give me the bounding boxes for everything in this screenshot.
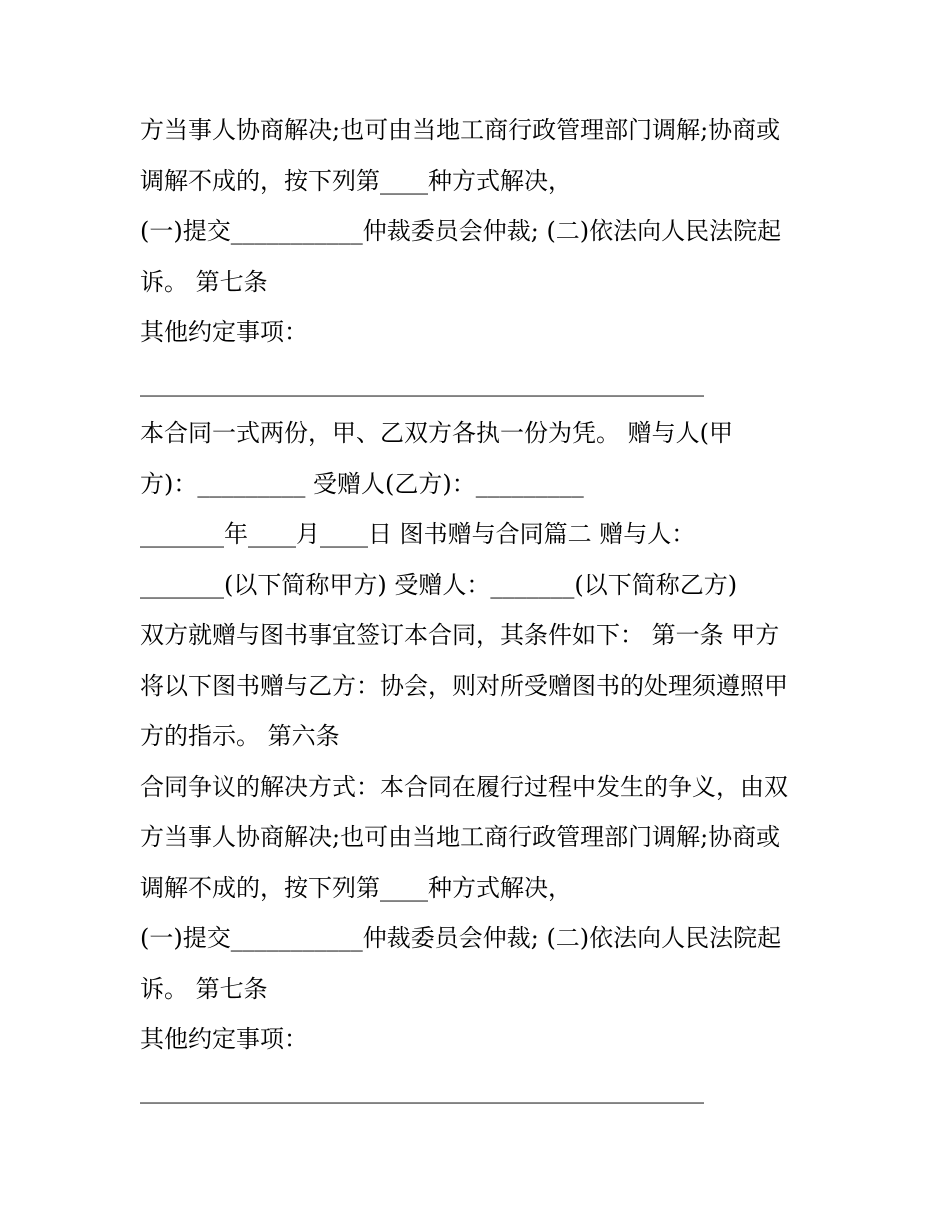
text-line: 调解不成的，按下列第____种方式解决， (140, 873, 572, 902)
text-line: 其他约定事项： (140, 1025, 308, 1053)
text-line: 方当事人协商解决;也可由当地工商行政管理部门调解;协商或 (140, 116, 781, 144)
text-line: 诉。 第七条 (140, 267, 268, 296)
text-line: _______年____月____日 图书赠与合同篇二 赠与人： (140, 520, 696, 548)
text-line: 诉。 第七条 (140, 974, 268, 1003)
text-line: _______(以下简称甲方) 受赠人：_______(以下简称乙方) (140, 570, 738, 599)
text-line: 双方就赠与图书事宜签订本合同，其条件如下： 第一条 甲方 (140, 621, 780, 649)
text-line: (一)提交___________仲裁委员会仲裁; (二)依法向人民法院起 (140, 217, 782, 245)
text-line: (一)提交___________仲裁委员会仲裁; (二)依法向人民法院起 (140, 924, 782, 952)
text-line: 调解不成的，按下列第____种方式解决， (140, 166, 572, 195)
signature-blank-line: _______________________________________________ (140, 1075, 704, 1104)
text-line: 方的指示。 第六条 (140, 722, 340, 750)
text-line: 方当事人协商解决;也可由当地工商行政管理部门调解;协商或 (140, 823, 781, 851)
contract-text (140, 105, 830, 1115)
signature-blank-line: _______________________________________________ (140, 368, 704, 397)
text-line: 合同争议的解决方式：本合同在履行过程中发生的争义，由双 (140, 772, 788, 801)
text-line: 将以下图书赠与乙方：协会，则对所受赠图书的处理须遵照甲 (140, 671, 788, 700)
text-line: 方)：_________ 受赠人(乙方)：_________ (140, 469, 584, 498)
text-line: 本合同一式两份，甲、乙双方各执一份为凭。 赠与人(甲 (140, 419, 733, 447)
text-line: 其他约定事项： (140, 318, 308, 346)
